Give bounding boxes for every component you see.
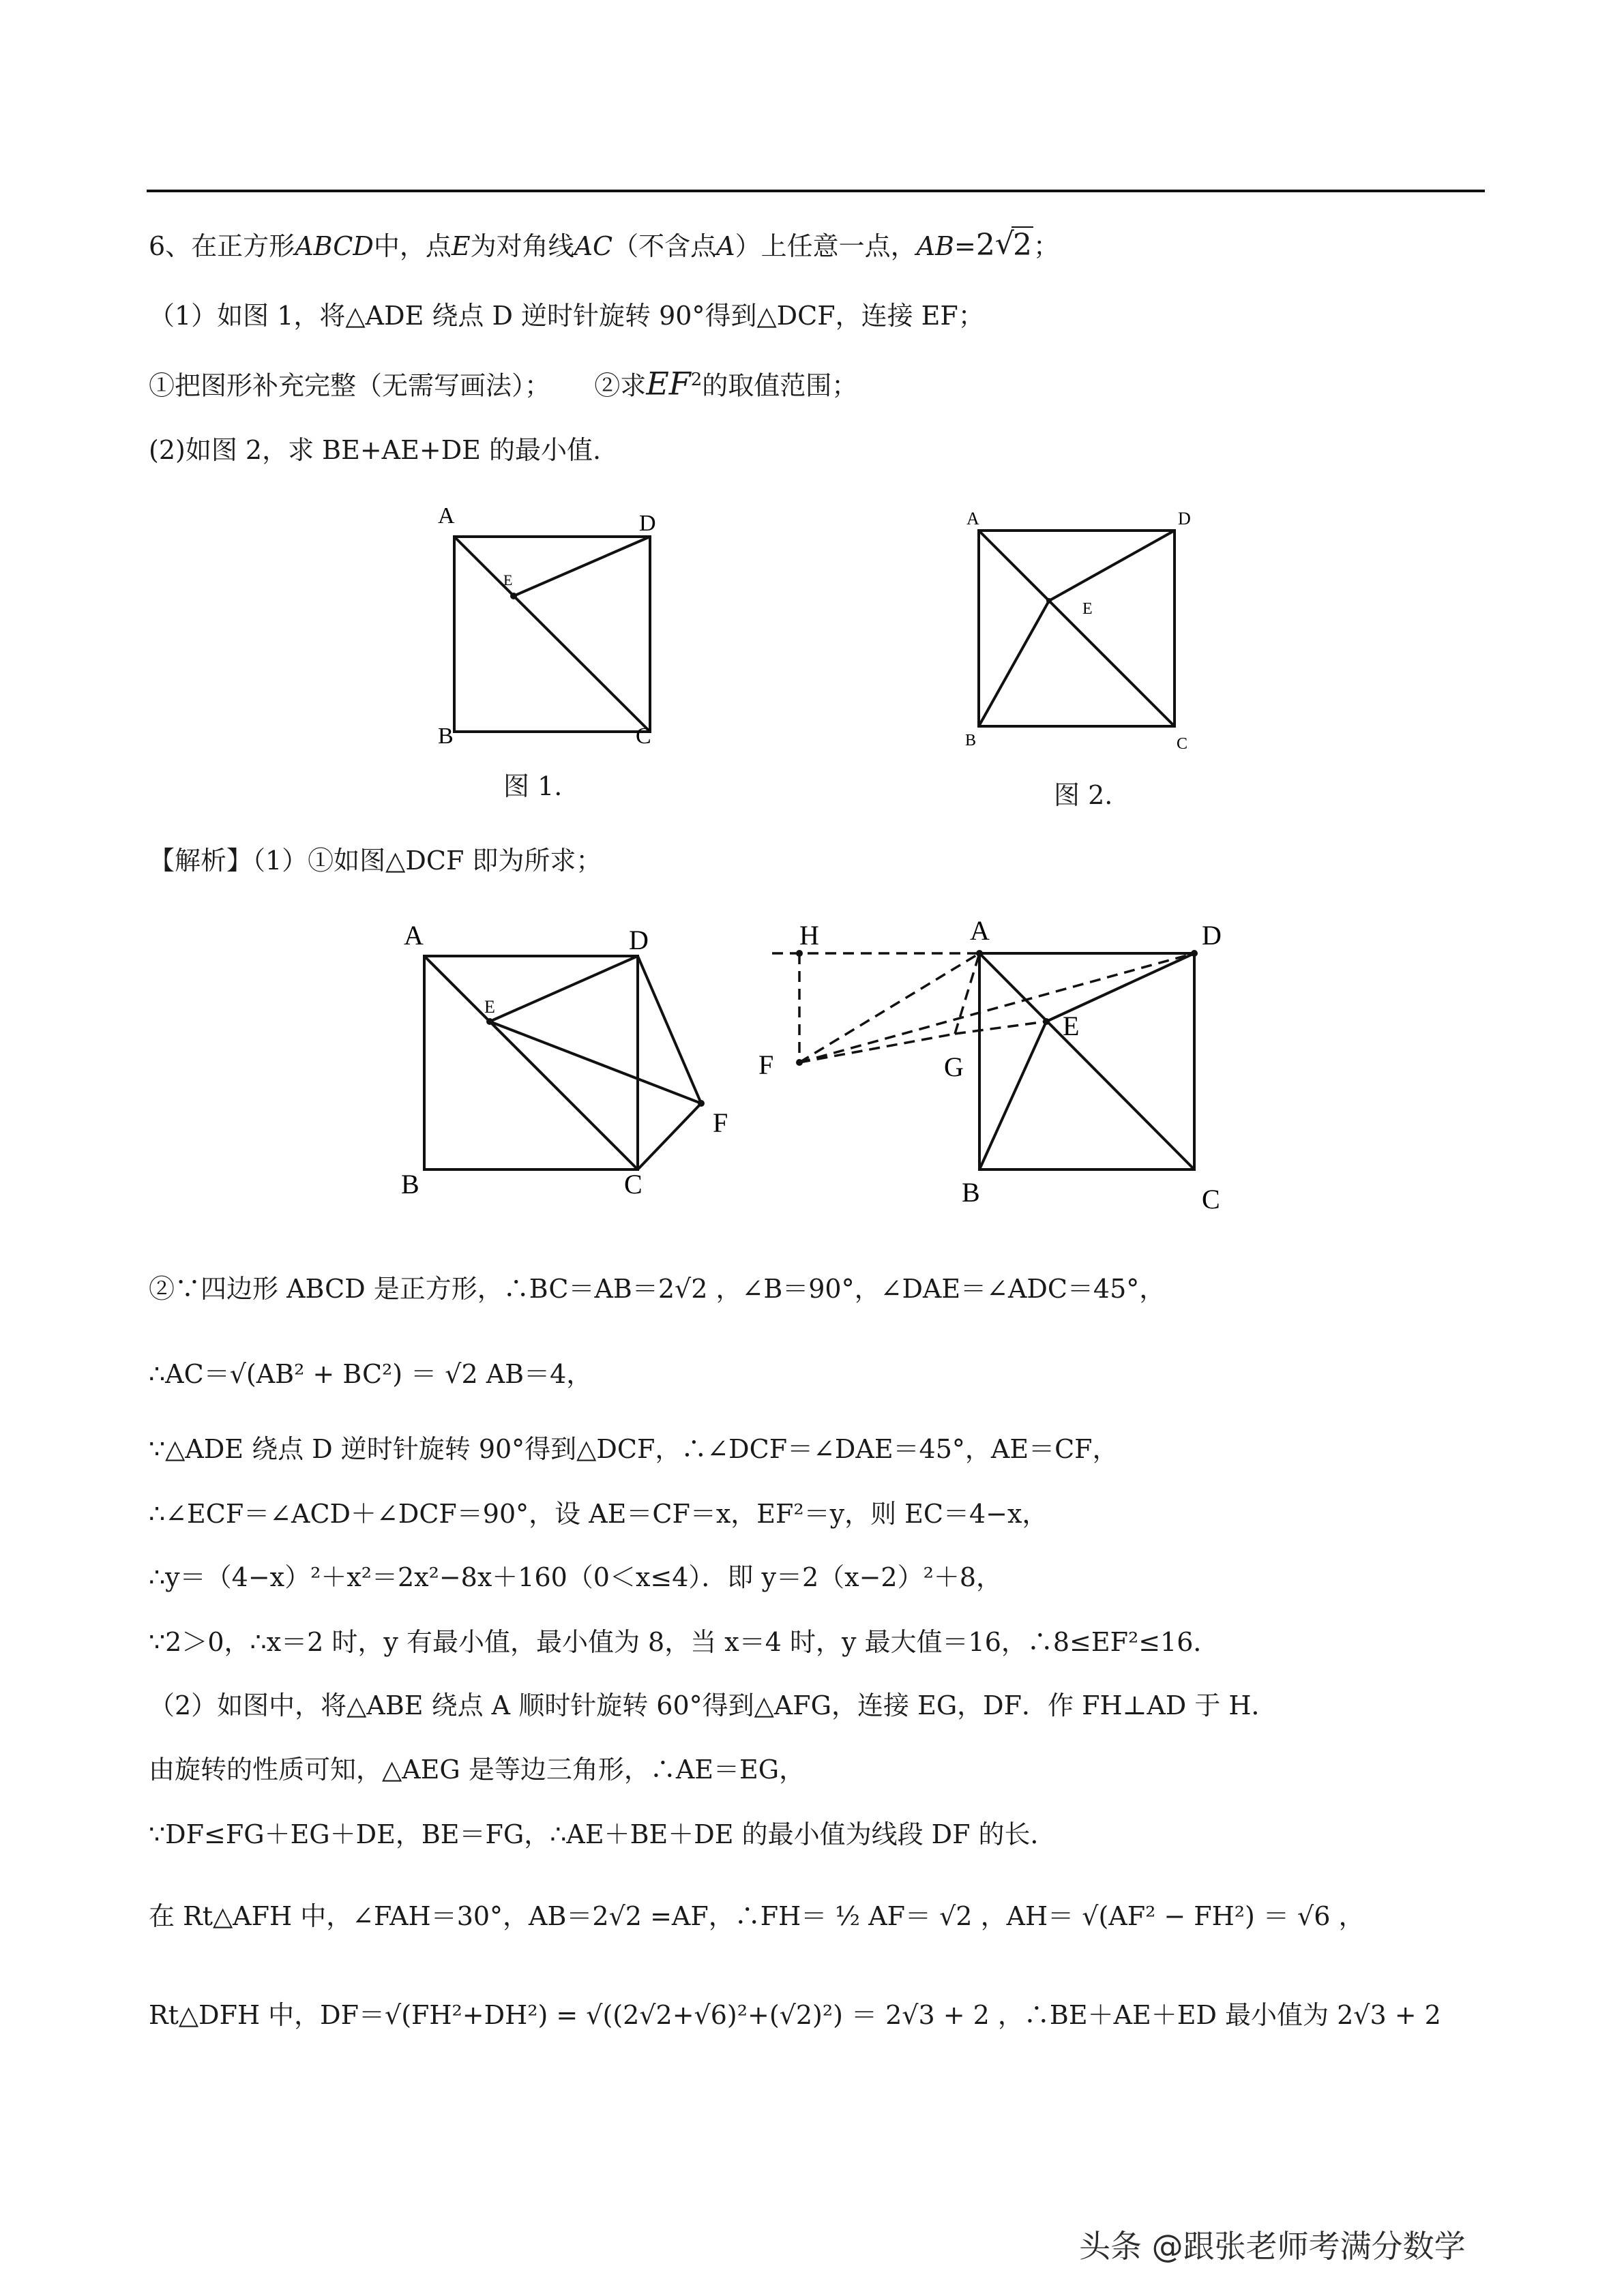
sol2-label-h: H <box>799 920 819 951</box>
fig2-label-e: E <box>1082 600 1093 618</box>
fig2-segment-be <box>979 601 1049 726</box>
solution-step-8: 由旋转的性质可知，△AEG 是等边三角形，∴AE＝EG， <box>149 1755 806 1785</box>
sol2-point-d <box>1191 950 1198 957</box>
solution-step-9: ∵DF≤FG＋EG＋DE，BE＝FG，∴AE＋BE＋DE 的最小值为线段 DF 的长． <box>149 1819 1057 1849</box>
fig2-caption: 图 2. <box>1054 780 1113 810</box>
fig2-label-b: B <box>965 732 977 749</box>
sol2-label-c: C <box>1202 1184 1220 1214</box>
sol1-diagonal-ac <box>424 956 638 1169</box>
solution-step-3: ∵△ADE 绕点 D 逆时针旋转 90°得到△DCF，∴∠DCF＝∠DAE＝45°，AE＝CF， <box>149 1434 1119 1464</box>
figure-2 <box>951 508 1211 767</box>
sol1-label-d: D <box>629 925 649 955</box>
solution-step-5: ∴y＝（4−x）²＋x²＝2x²−8x＋160（0＜x≤4）．即 y＝2（x−2）²＋8， <box>149 1562 1003 1592</box>
fig2-diagonal-ac <box>979 531 1175 726</box>
solution-step-7: （2）如图中，将△ABE 绕点 A 顺时针旋转 60°得到△AFG，连接 EG，DF．作 FH⊥AD 于 H． <box>149 1690 1278 1720</box>
sol2-diagonal-ac <box>979 953 1194 1169</box>
problem-line-1: 6、在正方形ABCD中，点E为对角线AC（不含点A）上任意一点，AB=2√ 2； <box>149 225 1059 267</box>
sol1-label-a: A <box>404 920 424 951</box>
solution-step-4: ∴∠ECF＝∠ACD＋∠DCF＝90°，设 AE＝CF＝x，EF²＝y，则 EC＝4−x， <box>149 1499 1048 1529</box>
fig2-label-a: A <box>966 509 979 528</box>
sol1-label-e: E <box>484 997 495 1017</box>
problem-part1: （1）如图 1，将△ADE 绕点 D 逆时针旋转 90°得到△DCF，连接 EF； <box>149 301 984 331</box>
sol1-label-b: B <box>401 1169 419 1199</box>
fig1-label-d: D <box>639 511 656 536</box>
solution-step-6: ∵2＞0，∴x＝2 时，y 有最小值，最小值为 8，当 x＝4 时，y 最大值＝16，∴8≤EF²≤16． <box>149 1627 1220 1657</box>
fig1-point-e <box>510 593 517 599</box>
fig1-diagonal-ac <box>454 537 650 732</box>
fig2-segment-ed <box>1049 531 1175 601</box>
sol1-label-f: F <box>713 1107 728 1138</box>
sol1-segment-ef <box>490 1022 701 1103</box>
sol2-point-h <box>796 950 803 957</box>
sol2-label-b: B <box>962 1177 980 1208</box>
sol2-point-a <box>976 950 983 957</box>
sol2-point-e <box>1043 1018 1050 1025</box>
fig2-label-c: C <box>1177 735 1188 753</box>
sol2-segment-be <box>979 1022 1046 1169</box>
solution-intro: 【解析】（1）①如图△DCF 即为所求； <box>149 846 602 876</box>
solution-figure-2 <box>750 907 1241 1221</box>
sol1-segment-cf <box>638 1103 701 1169</box>
sol2-label-g: G <box>944 1052 964 1082</box>
sol1-point-e <box>486 1018 493 1025</box>
sol2-label-a: A <box>970 915 990 946</box>
fig1-label-e: E <box>503 571 513 588</box>
sol1-segment-ed <box>490 956 638 1022</box>
sol2-label-f: F <box>758 1049 774 1080</box>
watermark: 头条 @跟张老师考满分数学 <box>1079 2228 1466 2265</box>
fig2-label-d: D <box>1178 509 1191 528</box>
fig1-label-c: C <box>636 724 651 749</box>
solution-figure-1 <box>389 914 743 1214</box>
solution-step-2: ∴AC＝√(AB² + BC²) ＝ √2 AB＝4， <box>149 1359 593 1389</box>
fig1-segment-ed <box>514 537 650 596</box>
fig1-label-a: A <box>438 503 455 528</box>
sol1-point-f <box>698 1100 705 1107</box>
solution-step-11: Rt△DFH 中，DF＝√(FH²+DH²) = √((2√2+√6)²+(√2)²) ＝ 2√3 + 2 ，∴BE＋AE＋ED 最小值为 2√3 + 2 <box>149 2000 1441 2030</box>
problem-part1-sub: ①把图形补充完整（无需写画法）； ②求$EF^2$的取值范围； <box>149 365 858 402</box>
sol2-dashed-ge <box>955 1022 1046 1034</box>
figure-1 <box>423 498 696 791</box>
problem-part2: (2)如图 2，求 BE+AE+DE 的最小值. <box>149 435 602 465</box>
fig1-caption: 图 1. <box>503 771 563 801</box>
solution-step-1: ②∵四边形 ABCD 是正方形，∴BC＝AB＝2√2 ，∠B＝90°，∠DAE＝∠ADC＝45°， <box>149 1274 1166 1304</box>
header-rule <box>147 190 1485 192</box>
sol2-point-f <box>796 1059 803 1066</box>
sol2-label-d: D <box>1202 920 1222 951</box>
sol2-label-e: E <box>1063 1011 1080 1041</box>
solution-step-10: 在 Rt△AFH 中，∠FAH＝30°，AB＝2√2 =AF，∴FH＝ ½ AF＝ √2 ，AH＝ √(AF² − FH²) ＝ √6 ， <box>149 1901 1365 1931</box>
fig1-label-b: B <box>438 724 454 749</box>
fig2-point-e <box>1046 598 1052 603</box>
sol1-label-c: C <box>624 1169 643 1199</box>
